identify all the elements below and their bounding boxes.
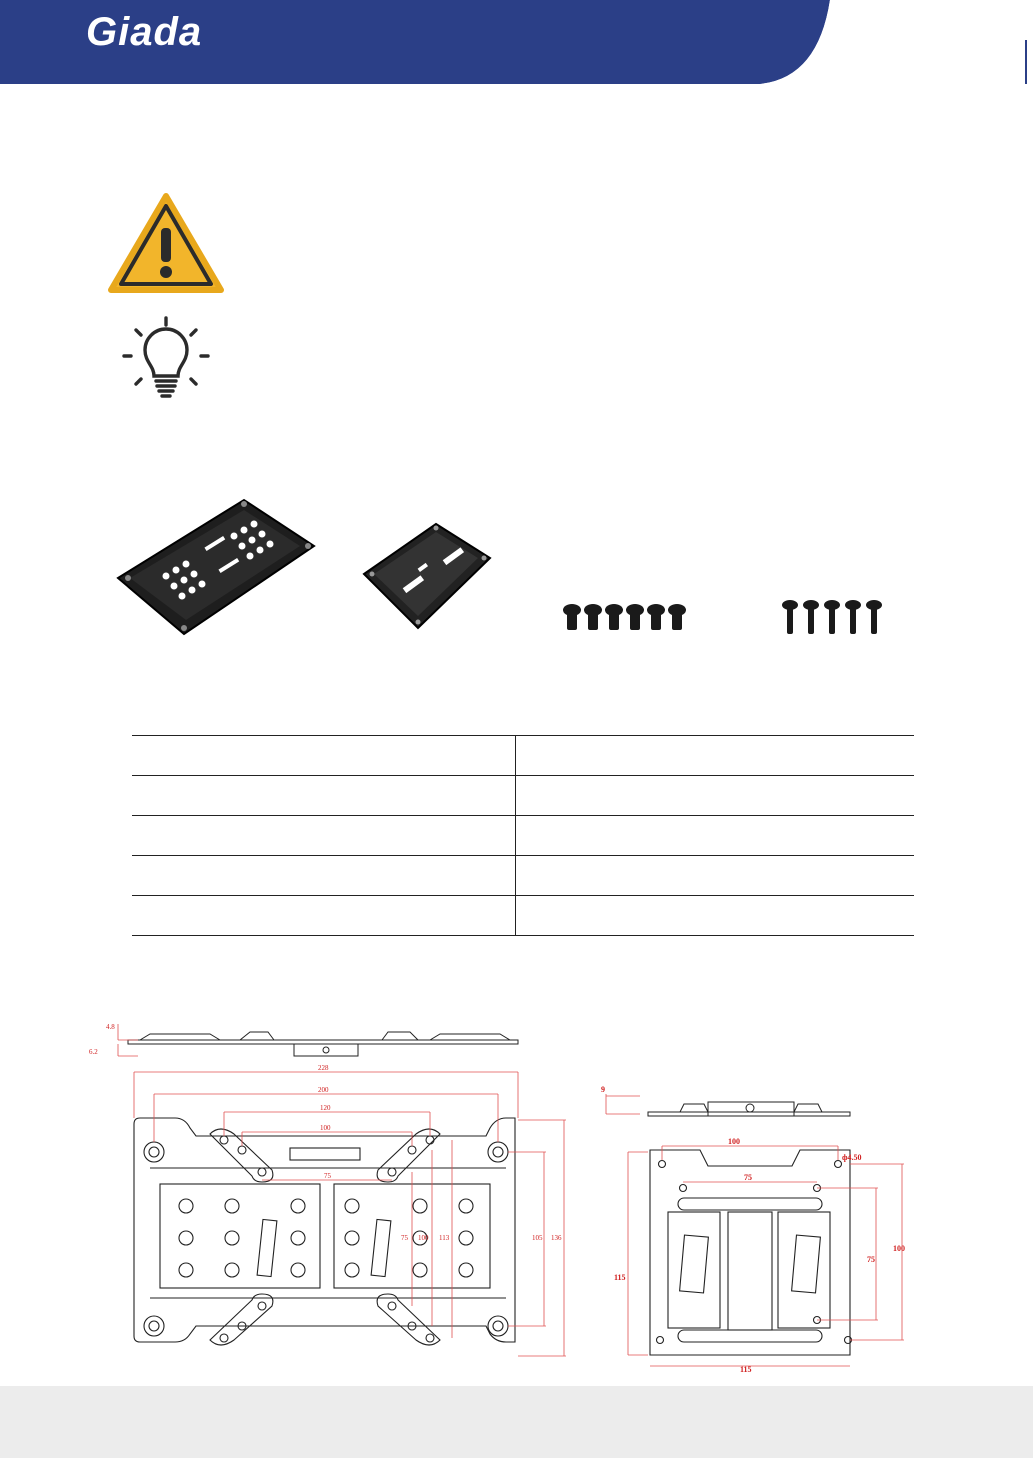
large-plate-drawing: [80, 1015, 580, 1365]
table-cell: [132, 856, 516, 896]
dim-s100: 100: [728, 1137, 740, 1146]
long-screws-image: [778, 598, 888, 636]
dim-s75: 75: [744, 1173, 752, 1182]
dim-228: 228: [318, 1064, 329, 1072]
short-screws-image: [560, 600, 694, 634]
dim-s75-right: 75: [867, 1255, 875, 1264]
large-dimensions: [134, 1064, 566, 1356]
dim-s115-left: 115: [614, 1273, 626, 1282]
dim-h136: 136: [551, 1234, 562, 1242]
lightbulb-icon: [121, 314, 211, 406]
table-row: [132, 856, 914, 896]
table-row: [132, 736, 914, 776]
table-cell: [132, 776, 516, 816]
table-cell: [132, 816, 516, 856]
table-cell: [516, 736, 915, 776]
small-mount-plate-image: [360, 518, 494, 636]
table-row: [132, 896, 914, 936]
dim-side-2: 6.2: [89, 1048, 98, 1056]
footer-band: [0, 1386, 1033, 1458]
dim-h75: 75: [401, 1234, 408, 1242]
table-cell: [516, 816, 915, 856]
dim-200: 200: [318, 1086, 329, 1094]
table-row: [132, 776, 914, 816]
dim-75: 75: [324, 1172, 331, 1180]
dim-h105: 105: [532, 1234, 543, 1242]
small-dimensions: [614, 1137, 905, 1374]
table-cell: [516, 776, 915, 816]
dim-120: 120: [320, 1104, 331, 1112]
dim-s115-bottom: 115: [740, 1365, 752, 1374]
brand-logo: Giada: [86, 10, 203, 54]
table-cell: [132, 736, 516, 776]
small-plate-drawing: [595, 1078, 915, 1378]
warning-icon: [107, 192, 225, 296]
table-cell: [132, 896, 516, 936]
table-row: [132, 816, 914, 856]
spec-table: [132, 735, 914, 936]
dim-side-9: 9: [601, 1085, 605, 1094]
table-cell: [516, 896, 915, 936]
dim-h113: 113: [439, 1234, 450, 1242]
large-mount-plate-image: [114, 494, 318, 640]
dim-hole: ф4.50: [842, 1153, 862, 1162]
table-cell: [516, 856, 915, 896]
dim-side-1: 4.8: [106, 1023, 115, 1031]
dim-h100: 100: [418, 1234, 429, 1242]
dim-100: 100: [320, 1124, 331, 1132]
dim-s100-right: 100: [893, 1244, 905, 1253]
